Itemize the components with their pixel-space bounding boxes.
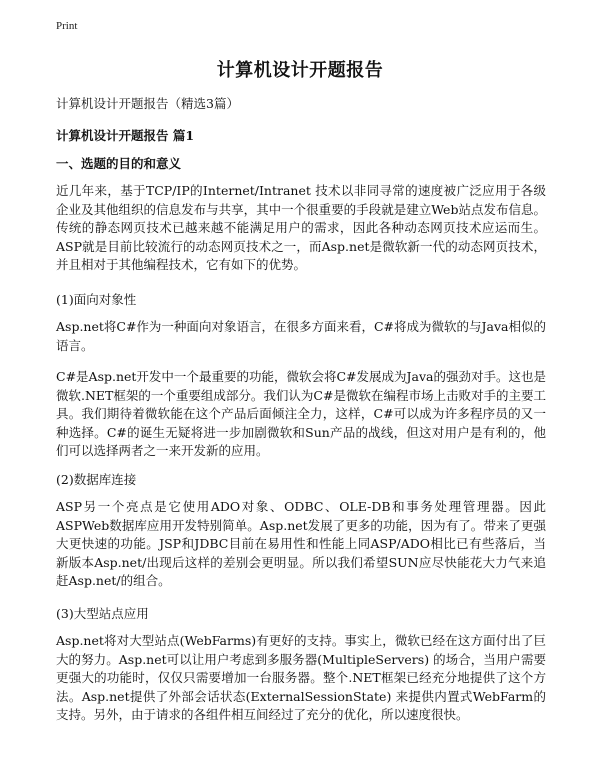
section-heading: 计算机设计开题报告 篇1 (56, 128, 195, 143)
page-title: 计算机设计开题报告 (216, 60, 384, 81)
large-site-paragraph: Asp.net将对大型站点(WebFarms)有更好的支持。事实上，微软已经在这方面付出了巨大的努力。Asp.net可以让用户考虑到多服务器(MultipleServers) 的场合，当用户需要更强大的功能时，仅仅只需要增加一台服务器。整个.NET框架已经充分地提供了这个方法。Asp.net提供了外部会话状态(ExternalSessionState) 来提供内置式WebFarm的支持。另外，由于请求的各组件相互间经过了充分的优化，所以速度很快。 (56, 633, 546, 722)
item-label-database: (2)数据库连接 (56, 472, 137, 487)
subheading-purpose: 一、选题的目的和意义 (56, 156, 182, 171)
object-oriented-paragraph-1: Asp.net将C#作为一种面向对象语言，在很多方面来看，C#将成为微软的与Java相似的语言。 (56, 319, 546, 353)
item-label-large-site: (3)大型站点应用 (56, 606, 149, 621)
print-label[interactable]: Print (56, 20, 78, 32)
item-label-object-oriented: (1)面向对象性 (56, 292, 137, 307)
document-subtitle: 计算机设计开题报告（精选3篇） (56, 96, 239, 111)
object-oriented-paragraph-2: C#是Asp.net开发中一个最重要的功能，微软会将C#发展成为Java的强劲对手。这也是微软.NET框架的一个重要组成部分。我们认为C#是微软在编程市场上击败对手的主要工具。我们期待着微软能在这个产品后面倾注全力，这样，C#可以成为许多程序员的又一种选择。C#的诞生无疑将进一步加剧微软和Sun产品的战线，但这对用户是有利的，他们可以选择两者之一来开发新的应用。 (56, 369, 546, 458)
intro-paragraph: 近几年来，基于TCP/IP的Internet/Intranet 技术以非同寻常的速度被广泛应用于各级企业及其他组织的信息发布与共享，其中一个很重要的手段就是建立Web站点发布信息。传统的静态网页技术已越来越不能满足用户的需求，因此各种动态网页技术应运而生。ASP就是目前比较流行的动态网页技术之一，而Asp.net是微软新一代的动态网页技术，并且相对于其他编程技术，它有如下的优势。 (56, 183, 546, 272)
database-paragraph: ASP另一个亮点是它使用ADO对象、ODBC、OLE-DB和事务处理管理器。因此ASPWeb数据库应用开发特别简单。Asp.net发展了更多的功能，因为有了。带来了更强大更快速的功能。JSP和JDBC目前在易用性和性能上同ASP/ADO相比已有些落后，当新版本Asp.net/出现后这样的差别会更明显。所以我们希望SUN应尽快能花大力气来追赶Asp.net/的组合。 (56, 499, 546, 588)
